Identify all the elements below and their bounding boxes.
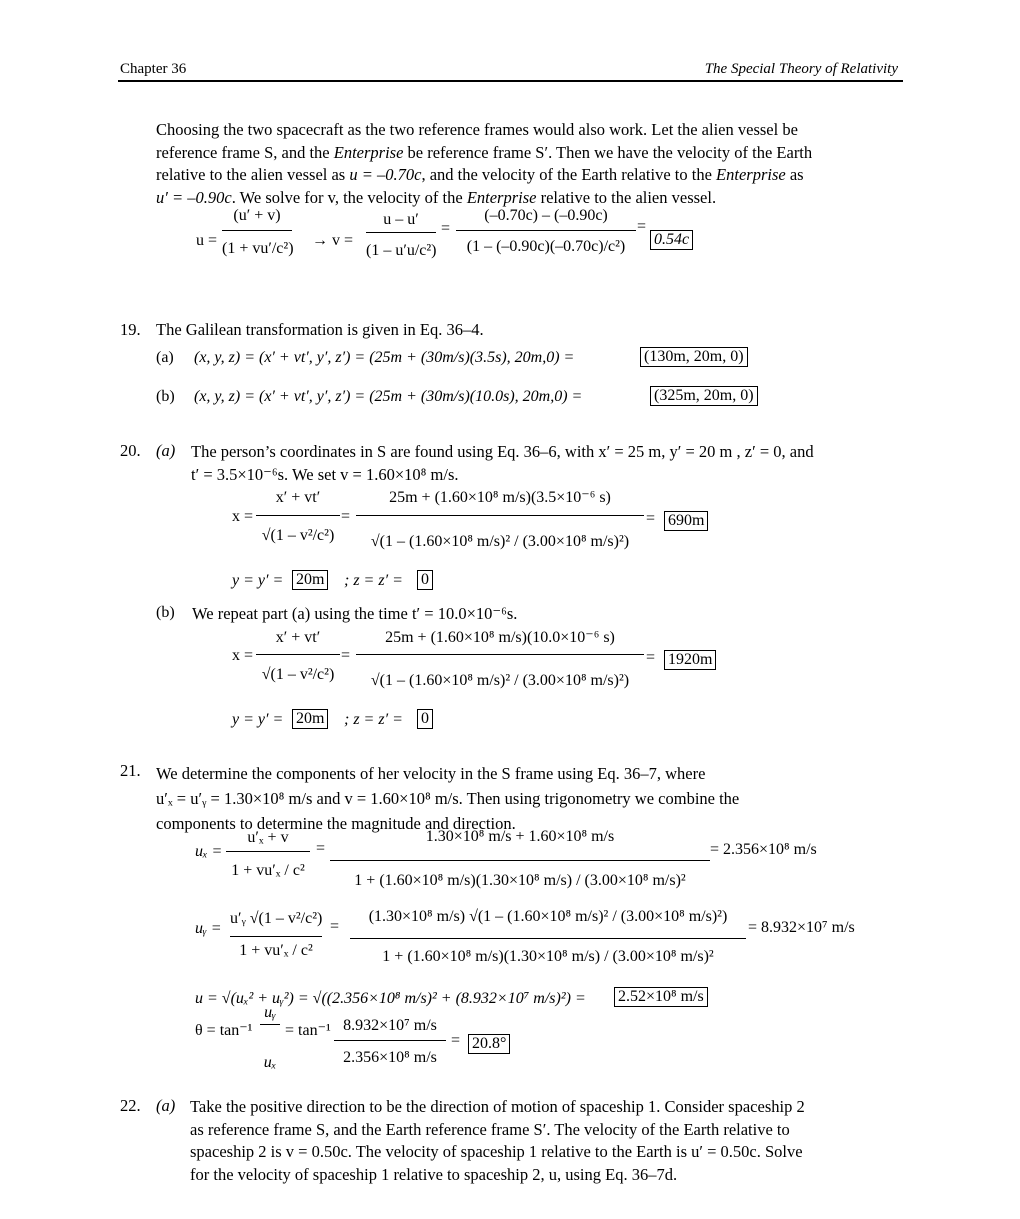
p22-number: 22. xyxy=(120,1096,141,1115)
p18-answer: 0.54c xyxy=(650,230,693,250)
p20-b-label: (b) xyxy=(156,604,175,621)
header-rule xyxy=(118,80,903,82)
p19-b-answer: (325m, 20m, 0) xyxy=(650,386,758,406)
p22-text: Take the positive direction to be the direction of motion of spaceship 1. Consider spaceship 2 as reference frame S, and the Earth reference frame S′. The velocity of the Earth relative to spaceship 2 is v = 0.50c. The velocity of spaceship 1 relative to the Earth is u′ = 0.50c. Solve for the velocity of spaceship 1 relative to spaceship 2, u, using Eq. 36–7d. xyxy=(190,1097,805,1184)
p20-a-text: The person’s coordinates in S are found using Eq. 36–6, with x′ = 25 m, y′ = 20 m , z′ = 0, and t′ = 3.5×10⁻⁶s. We set v = 1.60×10⁸ m/s. xyxy=(191,442,814,484)
p19-intro: The Galilean transformation is given in Eq. 36–4. xyxy=(156,320,484,339)
p20-a-answer: 690m xyxy=(664,511,708,531)
p20-a-label: (a) xyxy=(156,441,176,460)
p19-a-answer: (130m, 20m, 0) xyxy=(640,347,748,367)
p21-text: We determine the components of her velocity in the S frame using Eq. 36–7, where u′ₓ = u′ᵧ = 1.30×10⁸ m/s and v = 1.60×10⁸ m/s. Then using trigonometry we combine the components to determine the magnitude and direction. xyxy=(156,764,740,833)
p18-text: Choosing the two spacecraft as the two reference frames would also work. Let the alien vessel be reference frame S, and the Enterprise be reference frame S′. Then we have the velocity of the Earth relative to the alien vessel as u = –0.70c, and the velocity of the Earth relative to the Enterprise as u′ = –0.90c. We solve for v, the velocity of the Enterprise relative to the alien vessel. xyxy=(156,120,813,207)
chapter-label: Chapter 36 xyxy=(120,61,187,77)
p22-a-label: (a) xyxy=(156,1096,176,1115)
p20-b-answer: 1920m xyxy=(664,650,716,670)
p21-theta-answer: 20.8° xyxy=(468,1034,510,1054)
p21-number: 21. xyxy=(120,761,141,780)
p21-u-answer: 2.52×10⁸ m/s xyxy=(614,987,708,1007)
p19-number: 19. xyxy=(120,320,141,339)
chapter-title: The Special Theory of Relativity xyxy=(704,61,898,77)
p20-b-text: We repeat part (a) using the time t′ = 10.0×10⁻⁶s. xyxy=(192,604,518,623)
p20-number: 20. xyxy=(120,441,141,460)
